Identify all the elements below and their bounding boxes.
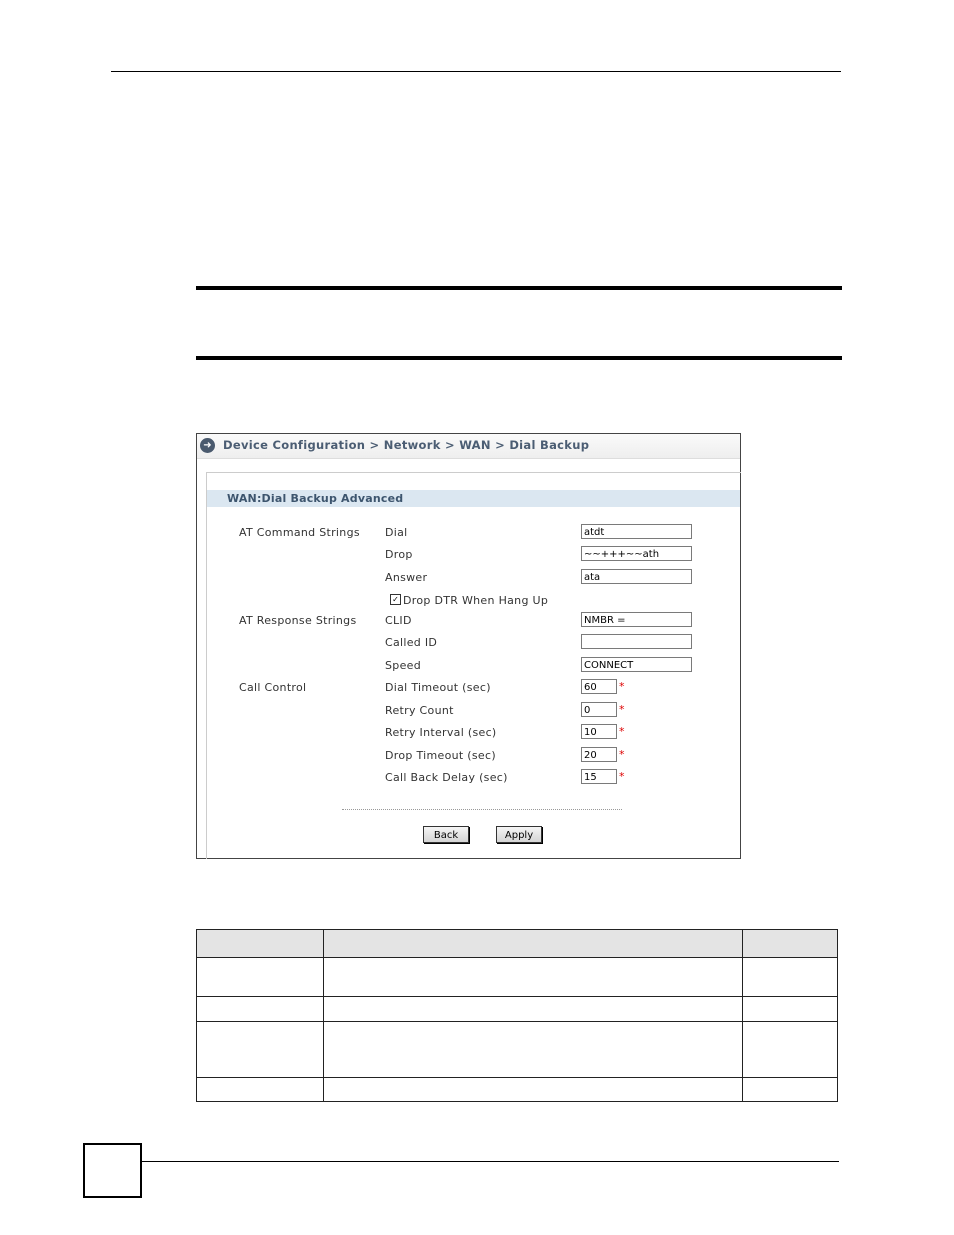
called-id-label: Called ID xyxy=(385,636,438,649)
required-marker: * xyxy=(619,770,625,783)
called-id-input[interactable] xyxy=(581,634,692,649)
dial-timeout-input[interactable]: 60 xyxy=(581,679,617,694)
footer-rule xyxy=(140,1161,839,1162)
section-title: WAN:Dial Backup Advanced xyxy=(227,492,404,505)
note-rule-top xyxy=(196,286,842,290)
required-marker: * xyxy=(619,725,625,738)
dial-timeout-label: Dial Timeout (sec) xyxy=(385,681,491,694)
speed-input[interactable]: CONNECT xyxy=(581,657,692,672)
answer-label: Answer xyxy=(385,571,428,584)
retry-interval-input[interactable]: 10 xyxy=(581,724,617,739)
note-rule-bottom xyxy=(196,356,842,360)
required-marker: * xyxy=(619,703,625,716)
check-icon: ✓ xyxy=(392,595,399,604)
table-row xyxy=(197,997,838,1022)
table-row xyxy=(197,1022,838,1078)
drop-label: Drop xyxy=(385,548,413,561)
speed-label: Speed xyxy=(385,659,421,672)
drop-timeout-label: Drop Timeout (sec) xyxy=(385,749,496,762)
call-back-delay-input[interactable]: 15 xyxy=(581,769,617,784)
apply-button[interactable]: Apply xyxy=(496,826,542,843)
breadcrumb: Device Configuration > Network > WAN > Dial Backup xyxy=(223,438,590,452)
retry-interval-label: Retry Interval (sec) xyxy=(385,726,497,739)
group-at-command: AT Command Strings xyxy=(239,526,360,539)
header-rule xyxy=(111,71,841,72)
group-at-response: AT Response Strings xyxy=(239,614,357,627)
table-header xyxy=(197,930,838,958)
divider xyxy=(342,809,622,810)
table-row xyxy=(197,958,838,997)
page-number-box xyxy=(83,1143,142,1198)
retry-count-label: Retry Count xyxy=(385,704,454,717)
drop-dtr-checkbox[interactable] xyxy=(390,594,401,605)
arrow-circle-icon: ➜ xyxy=(200,438,215,453)
required-marker: * xyxy=(619,680,625,693)
required-marker: * xyxy=(619,748,625,761)
back-button[interactable]: Back xyxy=(423,826,469,843)
dial-input[interactable]: atdt xyxy=(581,524,692,539)
call-back-delay-label: Call Back Delay (sec) xyxy=(385,771,508,784)
clid-label: CLID xyxy=(385,614,412,627)
drop-timeout-input[interactable]: 20 xyxy=(581,747,617,762)
description-table xyxy=(196,929,838,1102)
group-call-control: Call Control xyxy=(239,681,307,694)
clid-input[interactable]: NMBR = xyxy=(581,612,692,627)
drop-input[interactable]: ~~+++~~ath xyxy=(581,546,692,561)
screenshot-frame xyxy=(196,433,741,859)
dial-label: Dial xyxy=(385,526,408,539)
retry-count-input[interactable]: 0 xyxy=(581,702,617,717)
table-row xyxy=(197,1078,838,1102)
answer-input[interactable]: ata xyxy=(581,569,692,584)
drop-dtr-label: Drop DTR When Hang Up xyxy=(403,594,549,607)
breadcrumb-bar xyxy=(197,434,740,459)
